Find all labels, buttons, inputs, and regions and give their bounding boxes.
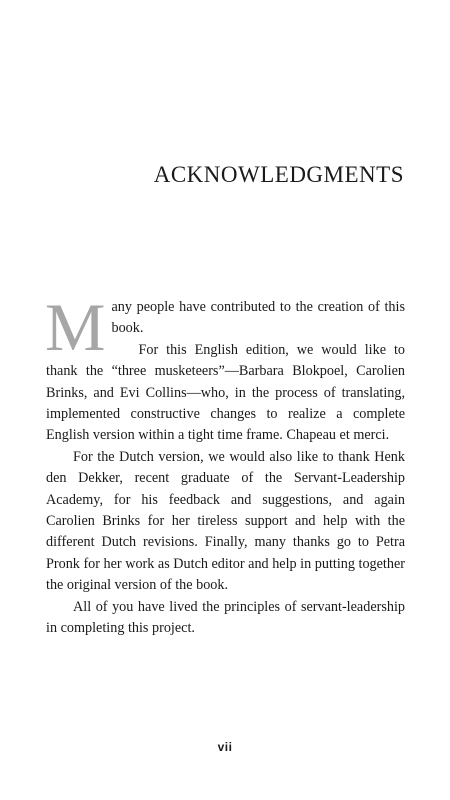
paragraph-closing: All of you have lived the principles of servant-leadership in completing this project. — [46, 598, 405, 637]
paragraph-intro-text: any people have contributed to the creation of this book. — [111, 299, 405, 337]
paragraph-intro — [45, 289, 405, 365]
paragraph-dutch-version: For the Dutch version, we would also like to thank Henk den Dekker, recent graduate of the Servant-Leadership Academy, for his feedback and suggestions, and again Carolien Brinks for her tireless support and help with the different Dutch revisions. Finally, many thanks go to Petra Pronk for her work as Dutch editor and help in putting together the original version of the book. — [46, 448, 405, 594]
page-number: vii — [217, 740, 233, 754]
page-title: ACKNOWLEDGMENTS — [153, 162, 404, 187]
drop-cap: M — [45, 289, 106, 365]
acknowledgments-body — [45, 289, 405, 640]
paragraph-english-edition: For this English edition, we would like to thank the “three musketeers”—Barbara Blokpoel, Carolien Brinks, and Evi Collins—who, in the process of translating, implemented constructive changes to realize a complete English version within a tight time frame. Chapeau et merci. — [46, 341, 405, 444]
